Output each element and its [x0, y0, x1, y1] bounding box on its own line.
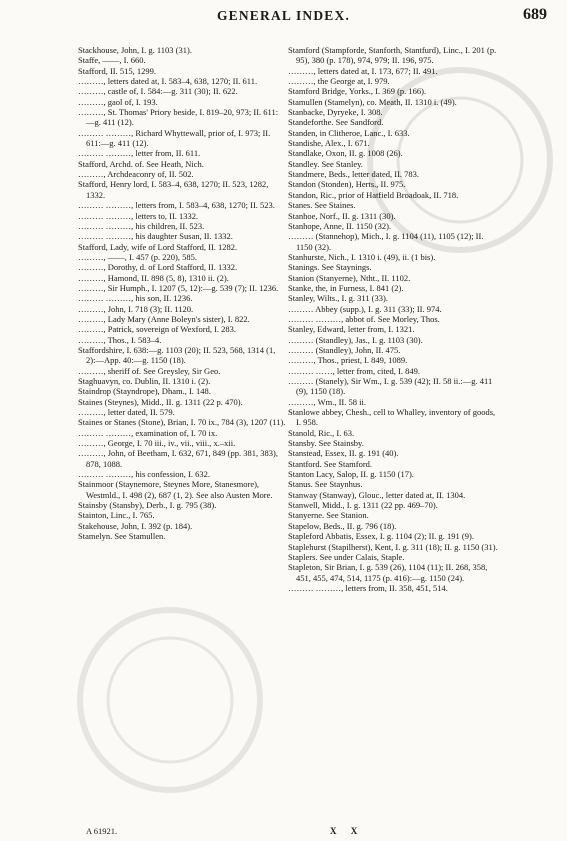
sheet-mark: X X: [330, 826, 364, 836]
index-entry: Standon (Stonden), Herts., II. 975.: [288, 179, 406, 190]
index-entry: ………, letters dated at, I. 583–4, 638, 1270; II. 611.: [78, 76, 258, 87]
index-entry: Staplers. See under Calais, Staple.: [288, 551, 405, 562]
page-header: [0, 0, 567, 30]
index-entry: Stafford, Henry lord, I. 583–4, 638, 1270; II. 523, 1282, 1332.: [78, 179, 269, 200]
index-entry: ……… ………, letter from, II. 611.: [78, 148, 201, 159]
index-entry: Stantford. See Stamford.: [288, 458, 373, 469]
index-entry: Stafford, II. 515, 1299.: [78, 65, 156, 76]
index-entry: ……… (Standley), John, II. 475.: [288, 344, 401, 355]
index-entry: Standon, Ric., prior of Hatfield Broadoak, II. 718.: [288, 189, 459, 200]
index-entry: Stanbacke, Dyryeke, I. 308.: [288, 107, 383, 118]
index-entry: Stansby. See Stainsby.: [288, 438, 364, 449]
index-entry: Stanley, Wilts., I. g. 311 (33).: [288, 293, 388, 304]
index-entry: ………, John, I. 718 (3); II. 1120.: [78, 303, 194, 314]
index-entry: Standlake, Oxon, II. g. 1008 (26).: [288, 148, 403, 159]
index-entry: Stapleton, Sir Brian, I. g. 539 (26), 1104 (11); II. 268, 358, 451, 455, 474, 514, 1175 (p. 416):—g. 1150 (24).: [288, 562, 488, 583]
index-entry: Stafford, Lady, wife of Lord Stafford, II. 1282.: [78, 241, 238, 252]
index-entry: Stafford, Archd. of. See Heath, Nich.: [78, 158, 204, 169]
index-entry: ………, Thos., priest, I. 849, 1089.: [288, 355, 408, 366]
index-entry: Staffe, ——, I. 660.: [78, 55, 146, 66]
index-entry: Stamelyn. See Stamullen.: [78, 531, 166, 542]
index-entry: Stanway (Stanway), Glouc., letter dated at, II. 1304.: [288, 489, 466, 500]
index-entry: ………, letters dated at, I. 173, 677; II. 491.: [288, 65, 438, 76]
index-entry: Stamford Bridge, Yorks., I. 369 (p. 166).: [288, 86, 427, 97]
index-entry: Standeforthe. See Sandford.: [288, 117, 384, 128]
index-entry: Standley. See Stanley.: [288, 158, 363, 169]
index-entry: Stapelow, Beds., II. g. 796 (18).: [288, 520, 397, 531]
index-entry: ……… (Stanely), Sir Wm., I. g. 539 (42); II. 58 ii.:—g. 411 (9), 1150 (18).: [288, 376, 493, 397]
index-entry: ……… ………, Richard Whyttewall, prior of, I. 973; II. 611:—g. 411 (12).: [78, 127, 271, 149]
index-entry: Stanke, the, in Furness, I. 841 (2).: [288, 282, 404, 293]
index-entry: Stamford (Stampforde, Stanforth, Stantfurd), Linc., I. 201 (p. 95), 380 (p. 178), 974, 979; II. 196, 975.: [288, 45, 497, 66]
index-entry: ……… (Standley), Jas., I. g. 1103 (30).: [288, 334, 423, 345]
index-entry: Stapleford Abbatis, Essex, I. g. 1104 (2); II. g. 191 (9).: [288, 531, 474, 542]
index-entry: ……… ………, his confession, I. 632.: [78, 469, 210, 480]
index-entry: Staines (Steynes), Midd., II. g. 1311 (22 p. 470).: [78, 396, 243, 407]
index-entry: ……… (Stannehop), Mich., I. g. 1104 (11), 1105 (12); II. 1150 (32).: [288, 231, 484, 252]
index-entry: ………, Dorothy, d. of Lord Stafford, II. 1332.: [78, 262, 238, 273]
index-entry: ………, letter dated, II. 579.: [78, 407, 175, 418]
index-entry: ………, castle of, I. 584:—g. 311 (30); II. 622.: [78, 86, 238, 97]
index-entry: Staines or Stanes (Stone), Brian, I. 70 ix., 784 (3), 1207 (11).: [78, 417, 286, 428]
index-entry: ……… ………, letters from, II. 358, 451, 514.: [288, 582, 448, 593]
index-entry: ………, George, I. 70 iii., iv., vii., viii., x.–xii.: [78, 438, 236, 449]
index-entry: Stanton Lacy, Salop, II. g. 1150 (17).: [288, 469, 414, 480]
index-entry: Stanyerne. See Stanion.: [288, 510, 369, 521]
index-entry: ………, Archdeaconry of, II. 502.: [78, 169, 194, 180]
index-entry: Stanhoe, Norf., II. g. 1311 (30).: [288, 210, 396, 221]
index-entry: Stackhouse, John, I. g. 1103 (31).: [78, 45, 192, 55]
index-entry: Standishe, Alex., I. 671.: [288, 138, 370, 149]
index-entry: ……… ………, letters to, II. 1332.: [78, 210, 199, 221]
index-entry: Stanwell, Midd., I. g. 1311 (22 pp. 469–70).: [288, 500, 438, 511]
index-column-left: [78, 45, 286, 542]
index-entry: Stanlowe abbey, Chesh., cell to Whalley, inventory of goods, I. 958.: [288, 407, 496, 428]
index-entry: Staghuavyn, co. Dublin, II. 1310 i. (2).: [78, 376, 211, 386]
page-title: GENERAL INDEX.: [216, 8, 351, 23]
index-entry: Stainmoor (Staynemore, Steynes More, Stanesmore), Westmld., I. 498 (2), 687 (1, 2). See also Austen More.: [78, 479, 273, 500]
index-entry: Stanold, Ric., I. 63.: [288, 427, 355, 438]
index-entry: Stanus. See Staynhus.: [288, 479, 363, 490]
index-entry: ……… ………, his son, II. 1236.: [78, 293, 193, 304]
index-entry: ……… Abbey (supp.), I. g. 311 (33); II. 974.: [288, 303, 442, 314]
index-entry: Stanings. See Staynings.: [288, 262, 372, 273]
index-entry: ……… ………, examination of, I. 70 ix.: [78, 427, 218, 438]
index-entry: ……… ………, his daughter Susan, II. 1332.: [78, 231, 233, 242]
library-seal-watermark-lower: [70, 600, 270, 800]
index-entry: Stainton, Linc., I. 765.: [78, 510, 155, 521]
index-entry: ………, Patrick, sovereign of Wexford, I. 283.: [78, 324, 237, 335]
index-entry: ………, St. Thomas' Priory beside, I. 819–20, 973; II. 611:—g. 411 (12).: [78, 107, 279, 128]
index-entry: ……… ………, his children, II. 523.: [78, 220, 205, 231]
index-entry: ……… ……, letter from, cited, I. 849.: [288, 365, 420, 376]
index-entry: Staffordshire, I. 638:—g. 1103 (20); II. 523, 568, 1314 (1, 2):—App. 40:—g. 1150 (18).: [78, 344, 276, 366]
index-entry: ………, Hamond, II. 898 (5, 8), 1310 ii. (2).: [78, 272, 229, 283]
index-entry: Staindrop (Stayndrope), Dham., I. 148.: [78, 386, 211, 397]
index-entry: ………, ——, I. 457 (p. 220), 585.: [78, 251, 197, 262]
page-number: 689: [523, 6, 547, 23]
index-entry: Stanstead, Essex, II. g. 191 (40).: [288, 448, 399, 459]
index-entry: ………, Lady Mary (Anne Boleyn's sister), I. 822.: [78, 313, 250, 324]
index-entry: ………, sheriff of. See Greysley, Sir Geo.: [78, 365, 221, 376]
index-entry: ………, gaol of, I. 193.: [78, 96, 158, 107]
index-entry: Standen, in Clitheroe, Lanc., I. 633.: [288, 127, 410, 138]
index-entry: Stanes. See Staines.: [288, 200, 356, 211]
index-entry: ………, the George at, I. 979.: [288, 76, 390, 87]
index-entry: Stanion (Stanyerne), Ntht., II. 1102.: [288, 272, 411, 283]
index-entry: Stainsby (Stansby), Derb., I. g. 795 (38).: [78, 500, 217, 511]
index-entry: Stanhurste, Nich., I. 1310 i. (49), ii. (1 bis).: [288, 251, 436, 262]
index-entry: Stamullen (Stamelyn), co. Meath, II. 1310 i. (49).: [288, 96, 457, 107]
index-entry: Stanley, Edward, letter from, I. 1321.: [288, 324, 415, 335]
index-entry: ………, Sir Humph., I. 1207 (5, 12):—g. 539 (7); II. 1236.: [78, 282, 279, 293]
index-entry: ……… ………, letters from, I. 583–4, 638, 1270; II. 523.: [78, 200, 275, 211]
index-column-right: [288, 45, 500, 593]
index-entry: Standmere, Beds., letter dated, II. 783.: [288, 169, 420, 180]
index-entry: Stanhope, Anne, II. 1150 (32).: [288, 220, 392, 231]
index-entry: ………, Thos., I. 583–4.: [78, 334, 162, 345]
index-entry: ……… ………, abbot of. See Morley, Thos.: [288, 313, 440, 324]
printer-signature: A 61921.: [86, 826, 118, 836]
index-entry: Staplehurst (Stapilherst), Kent, I. g. 311 (18); II. g. 1150 (31).: [288, 541, 498, 552]
index-entry: ………, John, of Beetham, I. 632, 671, 849 (pp. 381, 383), 878, 1088.: [78, 448, 278, 469]
index-entry: Stakehouse, John, I. 392 (p. 184).: [78, 520, 193, 531]
index-entry: ………, Wm., II. 58 ii.: [288, 396, 366, 407]
